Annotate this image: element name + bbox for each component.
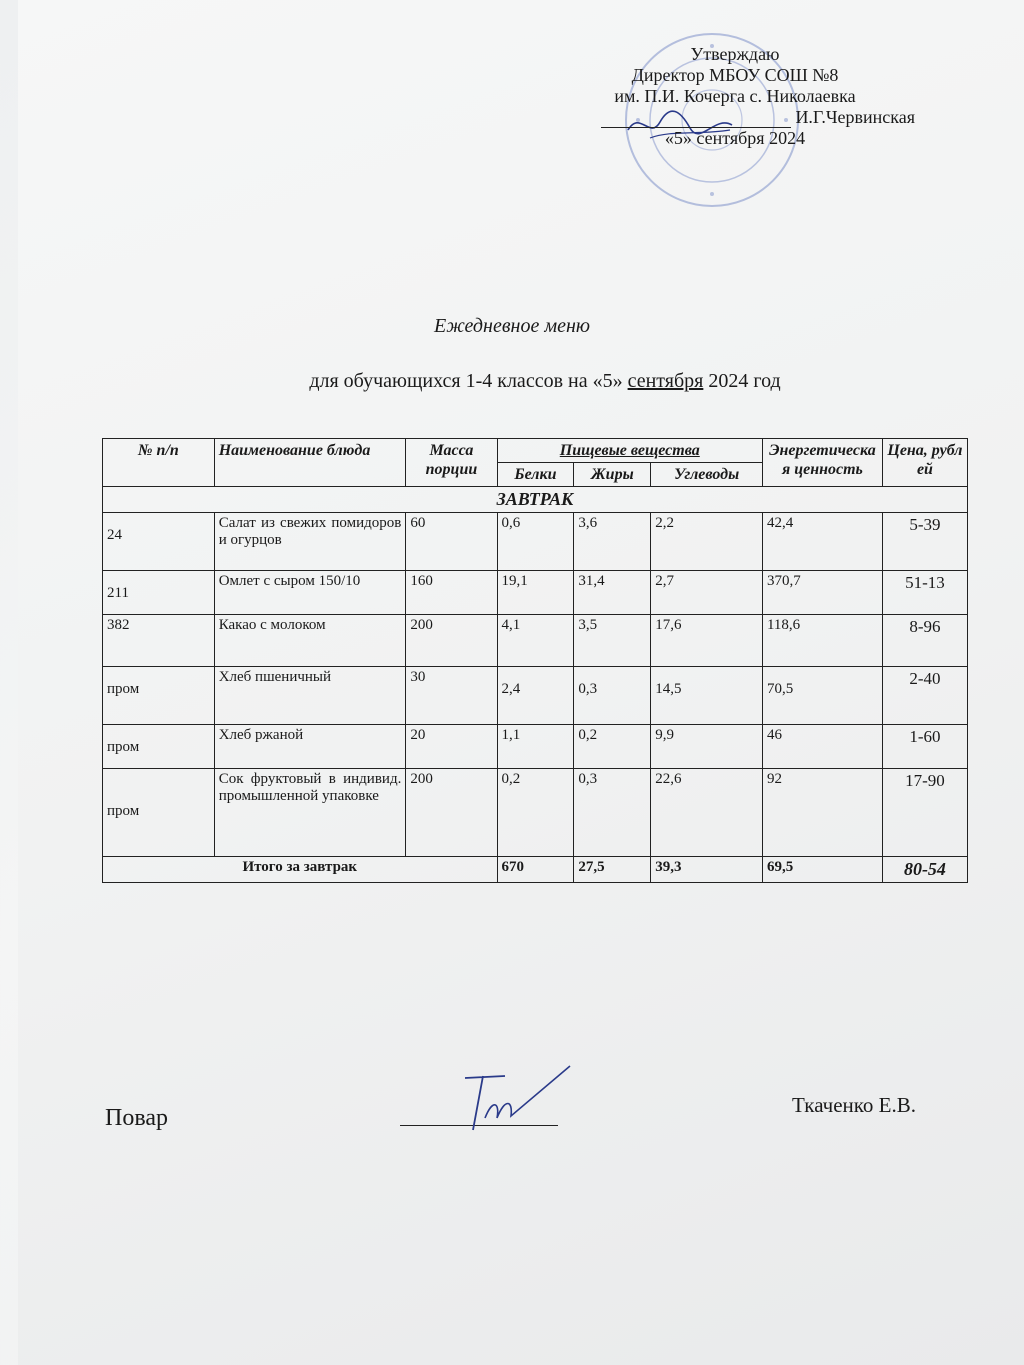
approval-school: им. П.И. Кочерга с. Николаевка <box>614 86 856 106</box>
header-nutrients: Пищевые вещества <box>497 439 762 463</box>
cook-name: Ткаченко Е.В. <box>792 1093 917 1117</box>
cell-proteins: 0,2 <box>497 769 574 857</box>
cell-fats: 3,6 <box>574 513 651 571</box>
document-title: Ежедневное меню <box>434 315 590 337</box>
table-row <box>103 615 968 667</box>
header-proteins: Белки <box>497 463 574 487</box>
cell-energy: 118,6 <box>762 615 882 667</box>
cell-fats: 31,4 <box>574 571 651 615</box>
cell-price: 5-39 <box>882 513 967 571</box>
cell-energy: 92 <box>762 769 882 857</box>
cell-mass: 200 <box>406 769 497 857</box>
subtitle-suffix: 2024 год <box>708 370 781 392</box>
cell-mass: 60 <box>406 513 497 571</box>
table-row <box>103 725 968 769</box>
cell-mass: 160 <box>406 571 497 615</box>
cell-energy: 370,7 <box>762 571 882 615</box>
cell-proteins: 1,1 <box>497 725 574 769</box>
cook-signature <box>445 1058 575 1138</box>
approval-block <box>555 44 915 149</box>
cell-price: 2-40 <box>882 667 967 725</box>
cell-carbs: 17,6 <box>651 615 763 667</box>
table-header-row <box>103 439 968 463</box>
cell-carbs: 9,9 <box>651 725 763 769</box>
cell-carbs: 2,2 <box>651 513 763 571</box>
cell-num: пром <box>103 725 215 769</box>
cell-fats: 0,2 <box>574 725 651 769</box>
cell-name: Хлеб ржаной <box>214 725 406 769</box>
cell-energy: 70,5 <box>762 667 882 725</box>
cell-carbs: 14,5 <box>651 667 763 725</box>
total-mass: 670 <box>497 857 574 883</box>
total-proteins: 27,5 <box>574 857 651 883</box>
total-row <box>103 857 968 883</box>
cell-proteins: 19,1 <box>497 571 574 615</box>
approval-heading: Утверждаю <box>690 44 780 64</box>
header-fats: Жиры <box>574 463 651 487</box>
cell-energy: 42,4 <box>762 513 882 571</box>
cell-fats: 3,5 <box>574 615 651 667</box>
cell-proteins: 2,4 <box>497 667 574 725</box>
cell-name: Омлет с сыром 150/10 <box>214 571 406 615</box>
cell-mass: 30 <box>406 667 497 725</box>
cell-proteins: 0,6 <box>497 513 574 571</box>
cell-num: 211 <box>103 571 215 615</box>
cook-label: Повар <box>105 1105 168 1131</box>
cell-num: 24 <box>103 513 215 571</box>
approval-position: Директор МБОУ СОШ №8 <box>631 65 839 85</box>
table-row <box>103 769 968 857</box>
cell-carbs: 22,6 <box>651 769 763 857</box>
header-carbs: Углеводы <box>651 463 763 487</box>
cell-price: 1-60 <box>882 725 967 769</box>
cell-fats: 0,3 <box>574 769 651 857</box>
subtitle-prefix: для обучающихся 1-4 классов на «5» <box>309 370 623 392</box>
approval-date: «5» сентября 2024 <box>664 128 806 148</box>
cell-name: Салат из свежих помидоров и огурцов <box>214 513 406 571</box>
cell-num: пром <box>103 667 215 725</box>
cell-price: 51-13 <box>882 571 967 615</box>
section-row <box>103 487 968 513</box>
header-name: Наименование блюда <box>214 439 406 487</box>
header-energy: Энергетическая ценность <box>762 439 882 487</box>
total-carbs: 69,5 <box>762 857 882 883</box>
table-row <box>103 513 968 571</box>
cell-mass: 200 <box>406 615 497 667</box>
cell-price: 17-90 <box>882 769 967 857</box>
subtitle-month: сентября <box>627 370 704 392</box>
cell-name: Какао с молоком <box>214 615 406 667</box>
section-breakfast: ЗАВТРАК <box>103 487 968 513</box>
document-subtitle <box>0 370 1024 393</box>
cell-num: пром <box>103 769 215 857</box>
header-num: № п/п <box>103 439 215 487</box>
table-row <box>103 571 968 615</box>
total-price: 80-54 <box>882 857 967 883</box>
cell-energy: 46 <box>762 725 882 769</box>
header-price: Цена, рублей <box>882 439 967 487</box>
cell-mass: 20 <box>406 725 497 769</box>
approval-signer-line <box>555 107 915 128</box>
cell-name: Хлеб пшеничный <box>214 667 406 725</box>
cell-price: 8-96 <box>882 615 967 667</box>
table-row <box>103 667 968 725</box>
approval-signer: И.Г.Червинская <box>795 107 915 127</box>
total-label: Итого за завтрак <box>103 857 498 883</box>
cell-carbs: 2,7 <box>651 571 763 615</box>
cell-num: 382 <box>103 615 215 667</box>
cell-fats: 0,3 <box>574 667 651 725</box>
menu-table <box>102 438 968 883</box>
cell-name: Сок фруктовый в индивид. промышленной упаковке <box>214 769 406 857</box>
cell-proteins: 4,1 <box>497 615 574 667</box>
header-mass: Масса порции <box>406 439 497 487</box>
total-fats: 39,3 <box>651 857 763 883</box>
